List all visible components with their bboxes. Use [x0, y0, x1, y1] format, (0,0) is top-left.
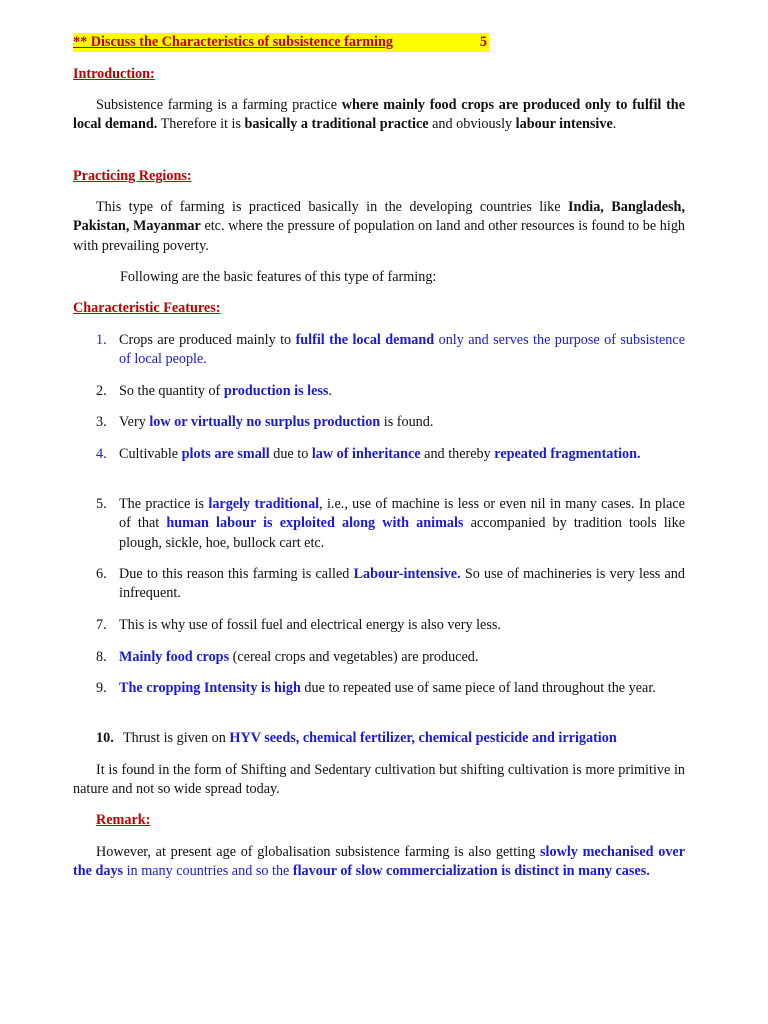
remark-heading: Remark:	[96, 812, 151, 828]
list-item	[96, 413, 685, 432]
list-item	[96, 616, 685, 635]
remark-text-1: However, at present age of globalisation subsistence farming is also getting	[96, 844, 541, 860]
item-bold: largely traditional	[208, 496, 320, 512]
item-text: Cultivable	[119, 446, 182, 462]
item-bold: plots are small	[181, 446, 270, 462]
intro-text-1: Subsistence farming is a farming practice	[96, 97, 342, 113]
list-number: 6.	[96, 566, 107, 582]
following-line: Following are the basic features of this type of farming:	[120, 269, 437, 285]
list-item	[96, 648, 685, 667]
title-stars: **	[73, 34, 88, 50]
title-text: Discuss the Characteristics of subsistence farming	[90, 34, 393, 50]
item-bold: production is less	[223, 383, 329, 399]
item-text: due to repeated use of same piece of land throughout the year.	[300, 680, 656, 696]
intro-bold-1: where mainly food crops are produced only to fulfil the local demand.	[73, 97, 685, 133]
list-number: 2.	[96, 383, 107, 399]
item-text: due to	[269, 446, 312, 462]
intro-bold-2: basically a traditional practice	[244, 116, 429, 133]
item-text: (cereal crops and vegetables) are produced.	[229, 649, 479, 665]
characteristic-features-heading: Characteristic Features:	[73, 300, 221, 316]
item-text: accompanied by tradition tools like plough, sickle, hoe, bullock cart etc.	[119, 515, 686, 551]
intro-text-4: .	[612, 116, 617, 133]
item-bold: Mainly food crops	[119, 649, 230, 665]
item-text: So the quantity of	[119, 383, 224, 399]
list-item	[96, 679, 685, 698]
intro-bold-3: labour intensive	[515, 116, 613, 133]
remark-bold-1: slowly mechanised over the days	[73, 844, 686, 880]
remark-text-2: in many countries and so the	[123, 863, 293, 880]
question-title	[73, 33, 489, 52]
item-text: This is why use of fossil fuel and electrical energy is also very less.	[119, 617, 501, 633]
item-bold: Labour-intensive.	[353, 566, 461, 582]
title-marks: 5	[479, 34, 487, 50]
regions-text-2: etc. where the pressure of population on land and other resources is found to be high with prevailing poverty.	[73, 218, 686, 254]
list-number: 8.	[96, 649, 107, 665]
item-bold: fulfil the local demand	[295, 332, 435, 348]
list-item	[96, 445, 685, 464]
introduction-heading: Introduction:	[73, 66, 155, 82]
regions-text-1: This type of farming is practiced basically in the developing countries like	[96, 199, 568, 215]
regions-bold-1: India, Bangladesh, Pakistan, Mayanmar	[73, 199, 685, 235]
item-bold: repeated fragmentation.	[494, 446, 641, 462]
intro-text-2: Therefore it is	[157, 116, 245, 133]
item-text: Thrust is given on	[123, 730, 230, 746]
item-bold: human labour is exploited along with animals	[166, 515, 464, 532]
item-bold: HYV seeds, chemical fertilizer, chemical pesticide and irrigation	[229, 730, 617, 746]
remark-paragraph	[73, 843, 685, 882]
remark-bold-2: flavour of slow commercialization is distinct in many cases.	[292, 863, 650, 880]
regions-paragraph	[73, 198, 685, 256]
list-item	[96, 382, 685, 401]
item-text: and thereby	[420, 446, 495, 462]
closing-paragraph: It is found in the form of Shifting and Sedentary cultivation but shifting cultivation is more primitive in nature and not so wide spread today.	[73, 762, 685, 798]
list-item	[96, 565, 685, 604]
item-text: , i.e., use of machine is less or even nil in many cases. In place of that	[119, 496, 685, 532]
list-item	[96, 495, 685, 553]
item-text: So use of machineries is very less and infrequent.	[119, 566, 685, 602]
list-number: 7.	[96, 617, 107, 633]
item-bold: law of inheritance	[311, 446, 421, 462]
list-number: 3.	[96, 414, 107, 430]
item-bold: low or virtually no surplus production	[149, 414, 381, 430]
item-text: is found.	[380, 414, 434, 430]
list-number: 9.	[96, 680, 107, 696]
item-text: .	[328, 383, 332, 399]
introduction-paragraph	[73, 96, 685, 135]
item-text: Crops are produced mainly to	[119, 332, 296, 348]
list-item	[96, 729, 685, 748]
list-number: 10.	[96, 730, 114, 746]
intro-text-3: and obviously	[428, 116, 516, 133]
item-text: The practice is	[119, 496, 209, 512]
practicing-regions-heading: Practicing Regions:	[73, 168, 192, 184]
item-text: Very	[119, 414, 150, 430]
item-text-blue: only and serves the purpose of subsistence of local people.	[119, 332, 685, 368]
list-number: 5.	[96, 496, 107, 512]
list-item	[96, 331, 685, 370]
list-number: 4.	[96, 446, 107, 462]
item-bold: The cropping Intensity is high	[119, 680, 301, 696]
item-text: Due to this reason this farming is called	[119, 566, 354, 582]
list-number: 1.	[96, 332, 107, 348]
